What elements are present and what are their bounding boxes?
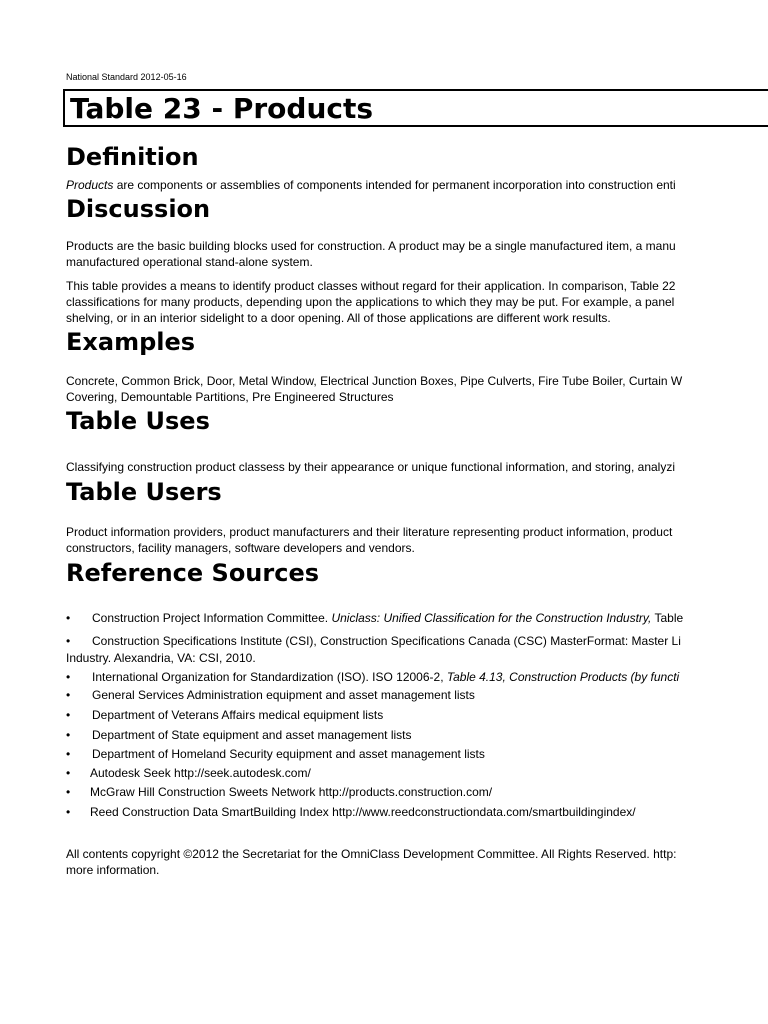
page-title-box: [63, 89, 768, 127]
reference-item-text: International Organization for Standardization (ISO). ISO 12006-2,: [92, 670, 447, 684]
reference-item: General Services Administration equipment and asset management lists: [92, 688, 475, 702]
reference-item: [92, 610, 683, 626]
discussion-p2-line3: shelving, or in an interior sidelight to a door opening. All of those applications are different work results.: [66, 311, 611, 325]
table-users-line1: Product information providers, product manufacturers and their literature representing product information, product: [66, 525, 673, 539]
reference-item: McGraw Hill Construction Sweets Network http://products.construction.com/: [90, 785, 493, 799]
bullet-marker: •: [66, 688, 71, 702]
definition-term: Products: [66, 178, 114, 192]
examples-heading: Examples: [66, 328, 196, 356]
bullet-marker: •: [66, 611, 71, 625]
standard-date-line: National Standard 2012-05-16: [66, 72, 187, 82]
bullet-marker: •: [66, 708, 71, 722]
discussion-p2-line2: classifications for many products, depending upon the applications to which they may be put. For example, a panel: [66, 295, 675, 309]
reference-sources-heading: Reference Sources: [66, 559, 320, 587]
bullet-marker: •: [66, 785, 71, 799]
table-uses-heading: Table Uses: [66, 407, 210, 435]
reference-item-text-end: Table: [651, 611, 684, 625]
table-users-heading: Table Users: [66, 478, 222, 506]
examples-line1: Concrete, Common Brick, Door, Metal Window, Electrical Junction Boxes, Pipe Culverts, Fire Tube Boiler, Curtain W: [66, 374, 683, 388]
reference-item-text: Construction Project Information Committee.: [92, 611, 332, 625]
discussion-p2-line1: This table provides a means to identify product classes without regard for their application. In comparison, Table 22: [66, 279, 676, 293]
bullet-marker: •: [66, 634, 71, 648]
discussion-heading: Discussion: [66, 195, 211, 223]
copyright-line2: more information.: [66, 863, 160, 877]
reference-item: Reed Construction Data SmartBuilding Index http://www.reedconstructiondata.com/smartbuildingindex/: [90, 805, 636, 819]
table-uses-line1: Classifying construction product classess by their appearance or unique functional information, and storing, analyzi: [66, 460, 675, 474]
bullet-marker: •: [66, 766, 71, 780]
table-users-line2: constructors, facility managers, software developers and vendors.: [66, 541, 415, 555]
reference-item-title: Table 4.13, Construction Products (by functi: [446, 670, 680, 684]
examples-line2: Covering, Demountable Partitions, Pre Engineered Structures: [66, 390, 394, 404]
definition-body: are components or assemblies of components intended for permanent incorporation into construction enti: [113, 178, 676, 192]
reference-item-continuation: Industry. Alexandria, VA: CSI, 2010.: [66, 651, 256, 665]
reference-item: Department of Homeland Security equipment and asset management lists: [92, 747, 485, 761]
reference-item: Autodesk Seek http://seek.autodesk.com/: [90, 766, 311, 780]
definition-text: [66, 177, 676, 193]
reference-item: [92, 669, 679, 685]
discussion-p1-line2: manufactured operational stand-alone system.: [66, 255, 313, 269]
copyright-line1: All contents copyright ©2012 the Secretariat for the OmniClass Development Committee. All Rights Reserved. http:: [66, 847, 677, 861]
definition-heading: Definition: [66, 143, 199, 171]
page-title: Table 23 - Products: [70, 92, 374, 125]
reference-item: Construction Specifications Institute (CSI), Construction Specifications Canada (CSC) MasterFormat: Master Li: [92, 634, 681, 648]
bullet-marker: •: [66, 805, 71, 819]
bullet-marker: •: [66, 670, 71, 684]
bullet-marker: •: [66, 728, 71, 742]
reference-item: Department of Veterans Affairs medical equipment lists: [92, 708, 384, 722]
discussion-p1-line1: Products are the basic building blocks used for construction. A product may be a single manufactured item, a manu: [66, 239, 676, 253]
reference-item-title: Uniclass: Unified Classification for the Construction Industry,: [331, 611, 652, 625]
reference-item: Department of State equipment and asset management lists: [92, 728, 412, 742]
bullet-marker: •: [66, 747, 71, 761]
